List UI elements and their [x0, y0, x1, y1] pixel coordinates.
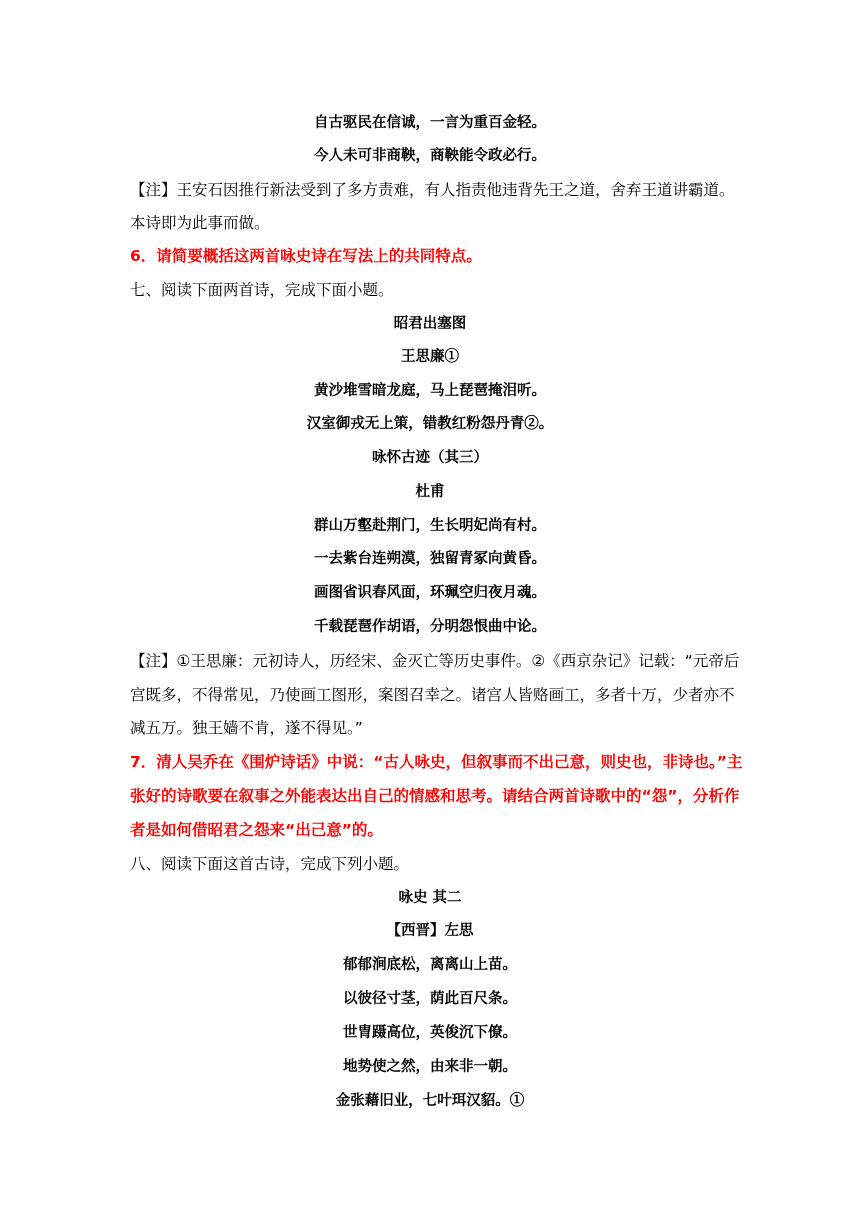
poem-line: 汉室御戎无上策，错教红粉怨丹青②。 [306, 415, 554, 432]
poem-line: 画图省识春风面，环珮空归夜月魂。 [314, 584, 546, 601]
poem-author: 【西晋】左思 [386, 922, 474, 939]
poem-line: 世胄蹑高位，英俊沉下僚。 [343, 1024, 517, 1041]
question-7: 7．清人吴乔在《围炉诗话》中说：“古人咏史，但叙事而不出己意，则史也，非诗也。”主 [130, 753, 743, 771]
poem-title: 咏怀古迹（其三） [372, 449, 488, 466]
poem-line: 今人未可非商鞅，商鞅能令政必行。 [314, 147, 546, 164]
question-7: 者是如何借昭君之怨来“出己意”的。 [130, 821, 383, 839]
section-heading-7: 七、阅读下面两首诗，完成下面小题。 [130, 281, 394, 299]
note-text: 【注】王安石因推行新法受到了多方责难，有人指责他违背先王之道，舍弃王道讲霸道。 [130, 181, 735, 199]
poem-author: 王思廉① [401, 348, 459, 365]
poem-line: 千载琵琶作胡语，分明怨恨曲中论。 [314, 618, 546, 635]
poem-line: 自古驱民在信诚，一言为重百金轻。 [314, 114, 546, 131]
question-6: 6．请简要概括这两首咏史诗在写法上的共同特点。 [130, 247, 482, 265]
poem-title: 昭君出塞图 [393, 315, 467, 332]
note-text: 宫既多，不得常见，乃使画工图形，案图召幸之。诸宫人皆赂画工，多者十万，少者亦不 [130, 686, 735, 704]
poem-line: 群山万壑赴荆门，生长明妃尚有村。 [314, 517, 546, 534]
note-text: 减五万。独王嫱不肯，遂不得见。” [130, 719, 363, 737]
poem-line: 地势使之然，由来非一朝。 [343, 1058, 517, 1075]
poem-author: 杜甫 [415, 483, 445, 500]
poem-line: 郁郁涧底松，离离山上苗。 [343, 956, 517, 973]
poem-title: 咏史 其二 [398, 889, 462, 906]
section-heading-8: 八、阅读下面这首古诗，完成下列小题。 [130, 855, 410, 873]
note-text: 【注】①王思廉：元初诗人，历经宋、金灭亡等历史事件。②《西京杂记》记载：“元帝后 [130, 652, 740, 670]
poem-line: 一去紫台连朔漠，独留青冢向黄昏。 [314, 550, 546, 567]
poem-line: 金张藉旧业，七叶珥汉貂。① [335, 1092, 525, 1109]
note-text: 本诗即为此事而做。 [130, 214, 270, 232]
poem-line: 以彼径寸茎，荫此百尺条。 [343, 990, 517, 1007]
question-7: 张好的诗歌要在叙事之外能表达出自己的情感和思考。请结合两首诗歌中的“怨”，分析作 [130, 787, 740, 805]
poem-line: 黄沙堆雪暗龙庭，马上琵琶掩泪听。 [314, 382, 546, 399]
